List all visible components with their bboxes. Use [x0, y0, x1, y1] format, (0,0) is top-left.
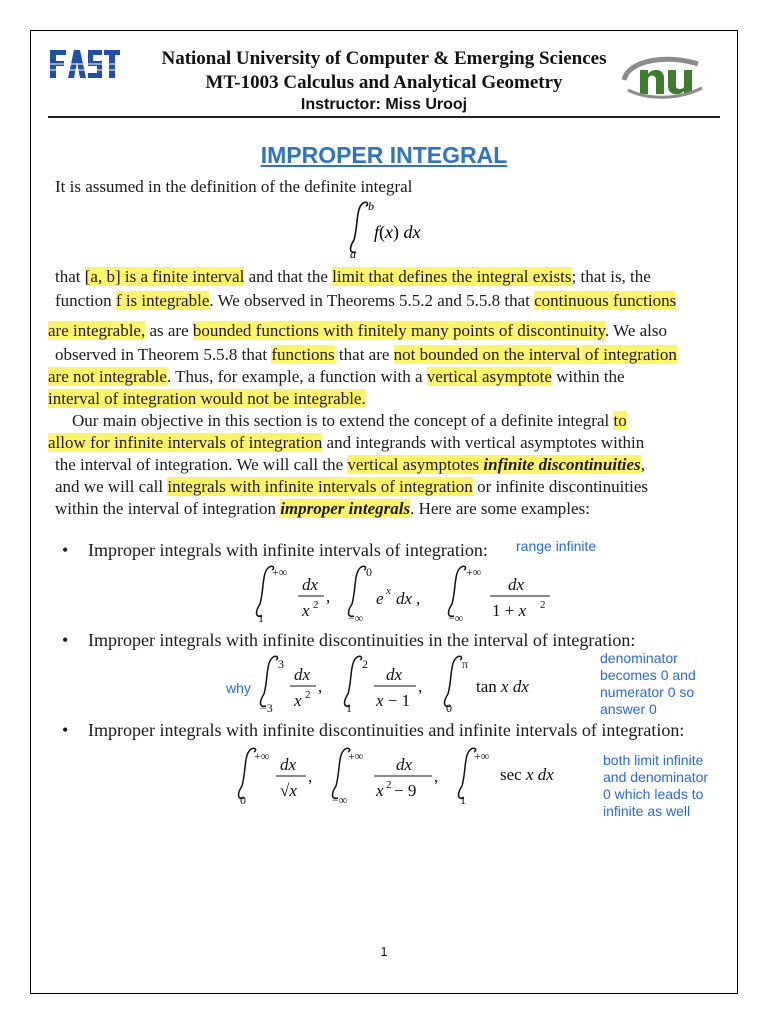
bullet-item: • Improper integrals with infinite intervals of integration: [62, 540, 488, 560]
svg-text:e: e [376, 589, 384, 608]
para2-line2: allow for infinite intervals of integration and integrands with vertical asymptotes within [48, 433, 645, 452]
svg-text:,: , [326, 587, 331, 606]
svg-text:−3: −3 [260, 701, 273, 715]
svg-text:,: , [308, 767, 313, 786]
svg-text:1 + x: 1 + x [492, 601, 527, 620]
svg-text:,: , [418, 677, 423, 696]
para2-line3: the interval of integration. We will call the vertical asymptotes infinite discontinuities, [55, 455, 645, 474]
svg-text:2: 2 [305, 689, 311, 701]
para1-line5: are not integrable. Thus, for example, a function with a vertical asymptote within the [48, 367, 625, 386]
svg-text:x: x [386, 585, 391, 597]
note-range-infinite: range infinite [516, 538, 597, 554]
svg-text:1: 1 [258, 611, 264, 625]
bullet-item: • Improper integrals with infinite discontinuities in the interval of integration: [62, 630, 636, 650]
highlight: f is integrable [115, 291, 210, 310]
para1-line6 [48, 388, 366, 410]
highlight: limit that defines the integral exists [332, 267, 572, 286]
note-denominator: denominator becomes 0 and numerator 0 so answer 0 [600, 650, 696, 717]
definite-integral-formula [342, 196, 438, 265]
svg-text:tan x dx: tan x dx [476, 677, 529, 696]
svg-text:√x: √x [280, 781, 297, 800]
svg-text:π: π [462, 657, 469, 671]
intro-text: It is assumed in the definition of the definite integral [55, 177, 413, 196]
svg-text:2: 2 [313, 599, 319, 611]
highlight: allow for infinite intervals of integration [48, 433, 323, 452]
highlight: infinite discontinuities [483, 455, 641, 474]
note-both-limits: both limit infinite and denominator 0 which leads to infinite as well [603, 752, 709, 819]
note-why: why [226, 680, 251, 696]
svg-text:−∞: −∞ [348, 611, 364, 625]
formula-row-1 [250, 562, 560, 626]
para1-line3: are integrable, as are bounded functions with finitely many points of discontinuity. We also [48, 321, 668, 340]
svg-text:b: b [368, 199, 374, 213]
svg-text:dx: dx [280, 755, 297, 774]
svg-text:2: 2 [540, 599, 546, 611]
formula-row-2 [254, 654, 554, 716]
svg-text:dx: dx [294, 665, 311, 684]
highlight: are integrable, [48, 321, 146, 340]
para2-line5: within the interval of integration improper integrals. Here are some examples: [55, 499, 590, 518]
para2-line1: Our main objective in this section is to extend the concept of a definite integral to [72, 411, 627, 430]
svg-text:1: 1 [460, 793, 466, 807]
svg-text:1: 1 [346, 701, 352, 715]
svg-text:2: 2 [362, 657, 368, 671]
instructor-name: Instructor: Miss Urooj [300, 96, 468, 113]
svg-text:x: x [302, 601, 310, 620]
page-number: 1 [380, 944, 388, 959]
svg-text:−∞: −∞ [332, 793, 348, 807]
svg-text:x − 1: x − 1 [376, 691, 411, 710]
svg-text:+∞: +∞ [348, 749, 364, 763]
svg-text:,: , [318, 677, 323, 696]
svg-text:f(x) dx: f(x) dx [374, 222, 421, 242]
highlight: bounded functions with finitely many points of discontinuity [192, 321, 605, 340]
svg-text:x: x [376, 781, 384, 800]
svg-text:2: 2 [386, 779, 392, 791]
para1-line4: observed in Theorem 5.5.8 that functions that are not bounded on the interval of integration [55, 345, 677, 364]
svg-text:a: a [350, 247, 356, 260]
highlight: are not integrable [48, 367, 167, 386]
highlight: interval of integration would not be integrable. [48, 389, 366, 408]
para1-line2: function f is integrable. We observed in Theorems 5.5.2 and 5.5.8 that continuous functions [55, 291, 677, 310]
highlight: not bounded on the interval of integration [393, 345, 677, 364]
svg-text:dx: dx [508, 575, 525, 594]
svg-text:3: 3 [278, 657, 284, 671]
svg-text:+∞: +∞ [272, 565, 288, 579]
svg-text:0: 0 [446, 701, 452, 715]
highlight: to [613, 411, 627, 430]
svg-text:dx: dx [396, 755, 413, 774]
svg-text:sec x dx: sec x dx [500, 765, 554, 784]
university-name: National University of Computer & Emerging Sciences [161, 48, 607, 69]
svg-text:,: , [416, 589, 421, 608]
svg-text:0: 0 [366, 565, 372, 579]
svg-text:+∞: +∞ [466, 565, 482, 579]
bullet-item: • Improper integrals with infinite discontinuities and infinite intervals of integration: [62, 720, 685, 740]
header-rule [48, 116, 720, 118]
para2-line4: and we will call integrals with infinite intervals of integration or infinite discontinuities [55, 477, 648, 496]
para1-line1: that [a, b] is a finite interval and that the limit that defines the integral exists; that is, the [55, 267, 651, 286]
svg-text:+∞: +∞ [254, 749, 270, 763]
svg-text:− 9: − 9 [394, 781, 417, 800]
svg-text:dx: dx [396, 589, 413, 608]
svg-text:−∞: −∞ [448, 611, 464, 625]
highlight: integrals with infinite intervals of integration [167, 477, 473, 496]
formula-row-3 [232, 746, 572, 808]
highlight: [a, b] is a finite interval [84, 267, 245, 286]
svg-text:0: 0 [240, 793, 246, 807]
svg-text:dx: dx [386, 665, 403, 684]
page-title: IMPROPER INTEGRAL [260, 142, 508, 168]
svg-text:x: x [294, 691, 302, 710]
highlight: continuous functions [534, 291, 677, 310]
highlight: vertical asymptote [426, 367, 552, 386]
svg-text:dx: dx [302, 575, 319, 594]
course-title: MT-1003 Calculus and Analytical Geometry [205, 72, 563, 93]
highlight: vertical asymptotes [347, 455, 484, 474]
highlight: improper integrals [280, 499, 411, 518]
svg-text:+∞: +∞ [474, 749, 490, 763]
highlight: functions [271, 345, 335, 364]
svg-text:,: , [434, 767, 439, 786]
